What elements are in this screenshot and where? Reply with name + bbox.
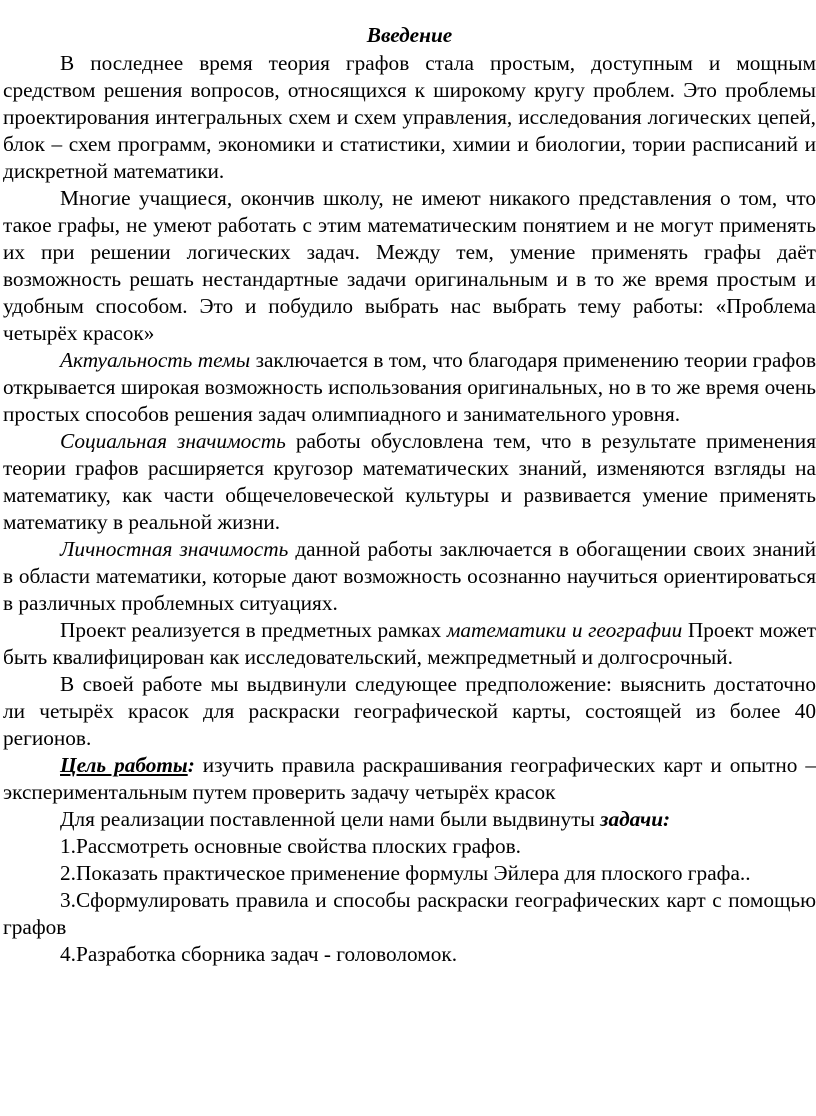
- section-title: Введение: [366, 23, 453, 47]
- social-text: работы обусловлена тем, что в результате применения теории графов расширяется кругозор математических знаний, изменяются взгляды на математику, как части общечеловеческой культуры и развивается умение применять математику в реальной жизни.: [3, 429, 816, 534]
- paragraph-goal: [3, 752, 816, 806]
- relevance-label: Актуальность темы: [60, 348, 251, 372]
- goal-colon: :: [187, 753, 195, 777]
- goal-text: изучить правила раскрашивания географических карт и опытно – экспериментальным путем проверить задачу четырёх красок: [3, 753, 816, 804]
- paragraph-hypothesis: В своей работе мы выдвинули следующее предположение: выяснить достаточно ли четырёх красок для раскраски географической карты, состоящей из более 40 регионов.: [3, 672, 816, 750]
- personal-text: данной работы заключается в обогащении своих знаний в области математики, которые дают возможность осознанно научиться ориентироваться в различных проблемных ситуациях.: [3, 537, 816, 615]
- paragraph-tasks-intro: [3, 806, 816, 833]
- tasks-intro-text: Для реализации поставленной цели нами были выдвинуты: [60, 807, 601, 831]
- project-text-before: Проект реализуется в предметных рамках: [60, 618, 447, 642]
- paragraph-personal: [3, 536, 816, 617]
- tasks-label: задачи:: [600, 807, 671, 831]
- paragraph-social: [3, 428, 816, 536]
- relevance-text: заключается в том, что благодаря применению теории графов открывается широкая возможность использования оригинальных, но в то же время очень простых способов решения задач олимпиадного и занимательного уровня.: [3, 348, 816, 426]
- project-text-after: Проект может быть квалифицирован как исследовательский, межпредметный и долгосрочный.: [3, 618, 816, 669]
- paragraph-students: Многие учащиеся, окончив школу, не имеют никакого представления о том, что такое графы, не умеют работать с этим математическим понятием и не могут применять их при решении логических задач. Между тем, умение применять графы даёт возможность решать нестандартные задачи оригинальным и в то же время простым и удобным способом. Это и побудило выбрать нас выбрать тему работы: «Проблема четырёх красок»: [3, 186, 816, 345]
- project-subjects: математики и географии: [446, 618, 683, 642]
- task-item-2: 2.Показать практическое применение формулы Эйлера для плоского графа..: [60, 861, 751, 885]
- task-item-3: 3.Сформулировать правила и способы раскраски географических карт с помощью графов: [3, 888, 816, 939]
- task-item-1: 1.Рассмотреть основные свойства плоских графов.: [60, 834, 522, 858]
- goal-label: Цель работы: [60, 753, 188, 777]
- paragraph-intro: В последнее время теория графов стала простым, доступным и мощным средством решения вопросов, относящихся к широкому кругу проблем. Это проблемы проектирования интегральных схем и схем управления, исследования логических цепей, блок – схем программ, экономики и статистики, химии и биологии, тории расписаний и дискретной математики.: [3, 51, 816, 183]
- task-item-4: 4.Разработка сборника задач - головоломок.: [60, 942, 458, 966]
- paragraph-project: [3, 617, 816, 671]
- paragraph-relevance: [3, 347, 816, 428]
- personal-label: Личностная значимость: [60, 537, 289, 561]
- social-label: Социальная значимость: [60, 429, 286, 453]
